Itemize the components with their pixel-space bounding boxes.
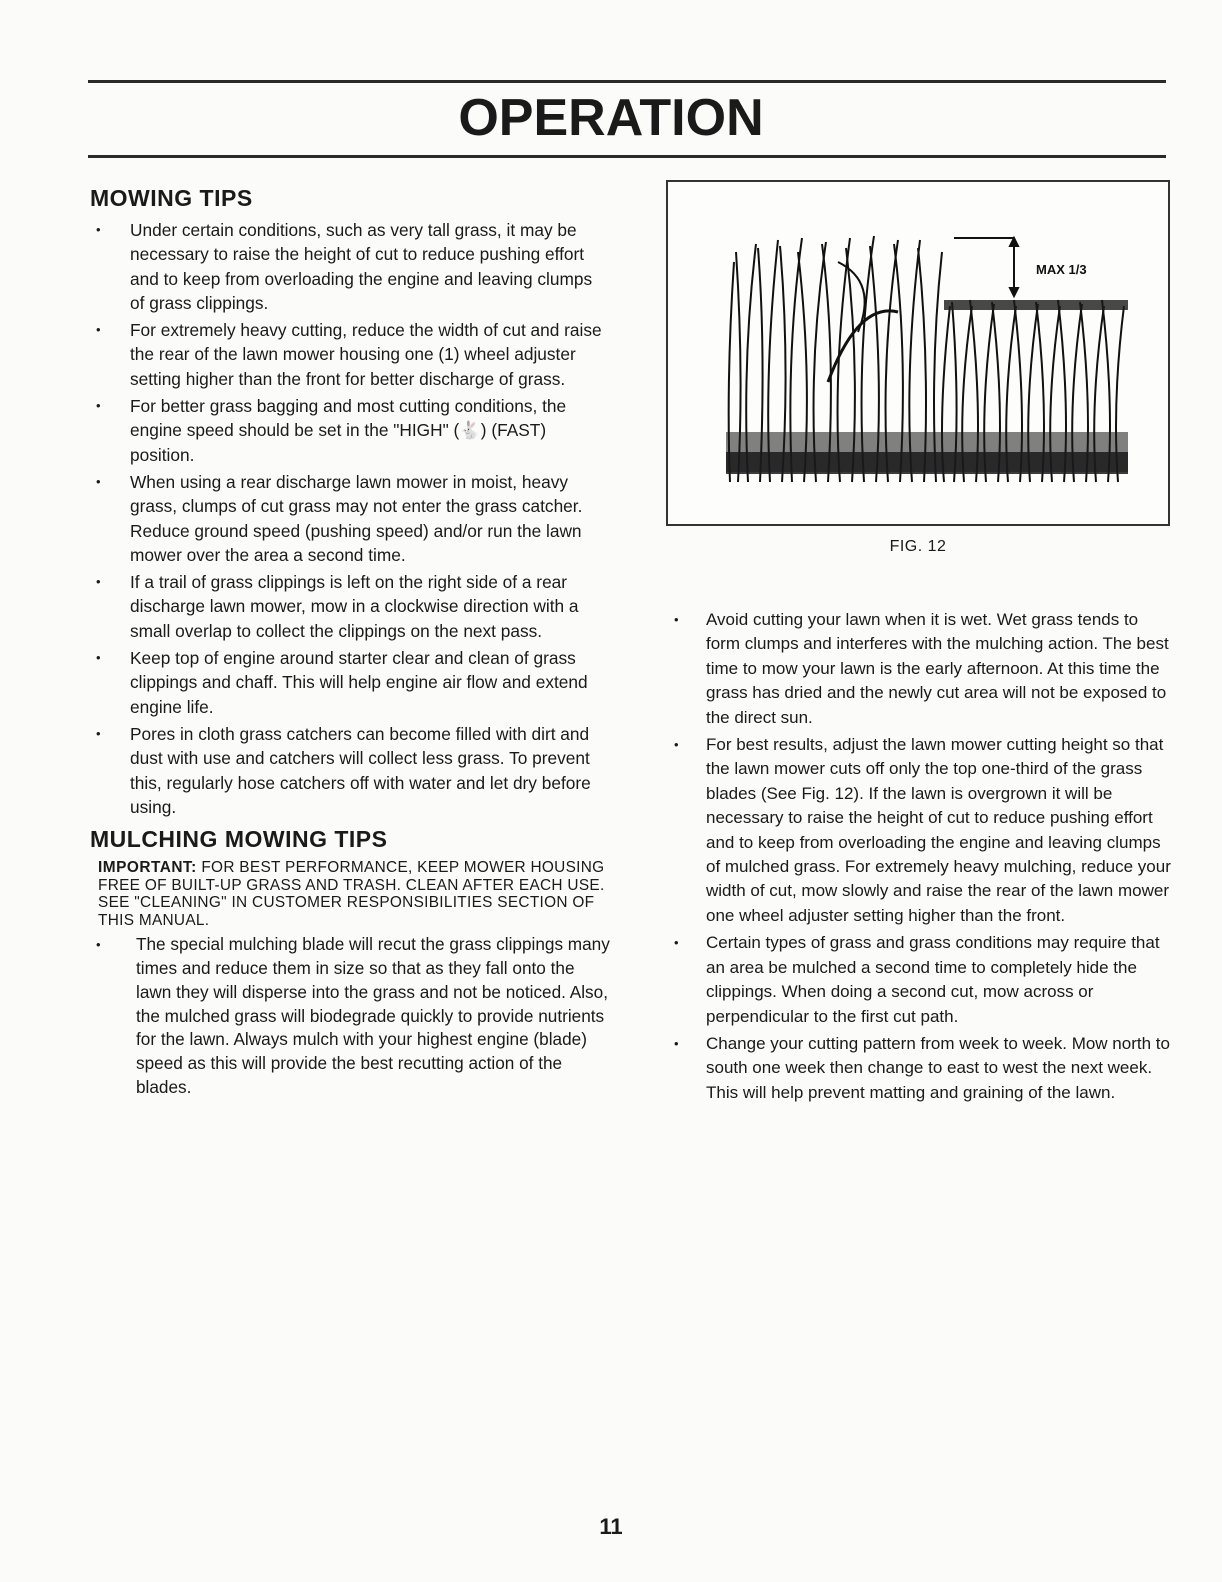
page-number: 11 bbox=[599, 1514, 623, 1539]
important-label: IMPORTANT: bbox=[98, 859, 197, 877]
header-rule-bottom bbox=[88, 155, 1166, 158]
max-label: MAX 1/3 bbox=[1036, 262, 1087, 277]
grass-illustration bbox=[668, 182, 1168, 524]
list-item: • For extremely heavy cutting, reduce the width of cut and raise the rear of the lawn mower housing one (1) wheel adjuster setting higher than the front for better discharge of grass. bbox=[90, 318, 610, 391]
list-item: • Certain types of grass and grass conditions may require that an area be mulched a second time to completely hide the clippings. When doing a second cut, mow across or perpendicular to the first cut path. bbox=[668, 931, 1176, 1029]
important-text: FOR BEST PERFORMANCE, KEEP MOWER HOUSING FREE OF BUILT-UP GRASS AND TRASH. CLEAN AFTER EACH USE. SEE "CLEANING" IN CUSTOMER RESPONSIBILITIES SECTION OF THIS MANUAL. bbox=[98, 859, 605, 929]
list-item: • If a trail of grass clippings is left on the right side of a rear discharge lawn mower, mow in a clockwise direction with a small overlap to collect the clippings on the next pass. bbox=[90, 570, 610, 643]
list-item: • The special mulching blade will recut the grass clippings many times and reduce them in size so that as they fall onto the lawn they will disperse into the grass and not be noticed. Also, the mulched grass will biodegrade quickly to provide nutrients for the lawn. Always mulch with your highest engine (blade) speed as this will provide the best recutting action of the blades. bbox=[90, 933, 610, 1100]
mowing-tips-heading: MOWING TIPS bbox=[90, 185, 253, 211]
figure-caption: FIG. 12 bbox=[889, 538, 947, 555]
list-item: • Pores in cloth grass catchers can become filled with dirt and dust with use and catchers will collect less grass. To prevent this, regularly hose catchers off with water and let dry before using. bbox=[90, 722, 610, 819]
list-item: • When using a rear discharge lawn mower in moist, heavy grass, clumps of cut grass may not enter the grass catcher. Reduce ground speed (pushing speed) and/or run the lawn mower over the area a second time. bbox=[90, 470, 610, 567]
list-item: • Keep top of engine around starter clear and clean of grass clippings and chaff. This will help engine air flow and extend engine life. bbox=[90, 646, 610, 719]
header-rule-top bbox=[88, 80, 1166, 83]
list-item: • For better grass bagging and most cutting conditions, the engine speed should be set in the "HIGH" (🐇) (FAST) position. bbox=[90, 394, 610, 467]
list-item: • Avoid cutting your lawn when it is wet. Wet grass tends to form clumps and interferes with the mulching action. The best time to mow your lawn is the early afternoon. At this time the grass has dried and the newly cut area will not be exposed to the direct sun. bbox=[668, 608, 1176, 730]
list-item: • For best results, adjust the lawn mower cutting height so that the lawn mower cuts off only the top one-third of the grass blades (See Fig. 12). If the lawn is overgrown it will be necessary to raise the height of cut to reduce pushing effort and to keep from overloading the engine and leaving clumps of mulched grass. For extremely heavy mulching, reduce your width of cut, mow slowly and raise the rear of the lawn mower one wheel adjuster setting higher than the front. bbox=[668, 733, 1176, 928]
mulching-tips-heading: MULCHING MOWING TIPS bbox=[90, 826, 388, 853]
important-notice bbox=[98, 859, 610, 929]
right-column bbox=[668, 608, 1176, 1108]
mowing-tips-list bbox=[90, 218, 610, 819]
right-tips-list bbox=[668, 608, 1176, 1105]
mulching-tips-list bbox=[90, 933, 610, 1100]
figure-grass-illustration bbox=[666, 180, 1170, 526]
list-item: • Under certain conditions, such as very tall grass, it may be necessary to raise the height of cut to reduce pushing effort and to keep from overloading the engine and leaving clumps of grass clippings. bbox=[90, 218, 610, 315]
page-title: OPERATION bbox=[458, 89, 764, 147]
left-column bbox=[90, 184, 610, 1103]
list-item: • Change your cutting pattern from week to week. Mow north to south one week then change to east to west the next week. This will help prevent matting and graining of the lawn. bbox=[668, 1032, 1176, 1105]
